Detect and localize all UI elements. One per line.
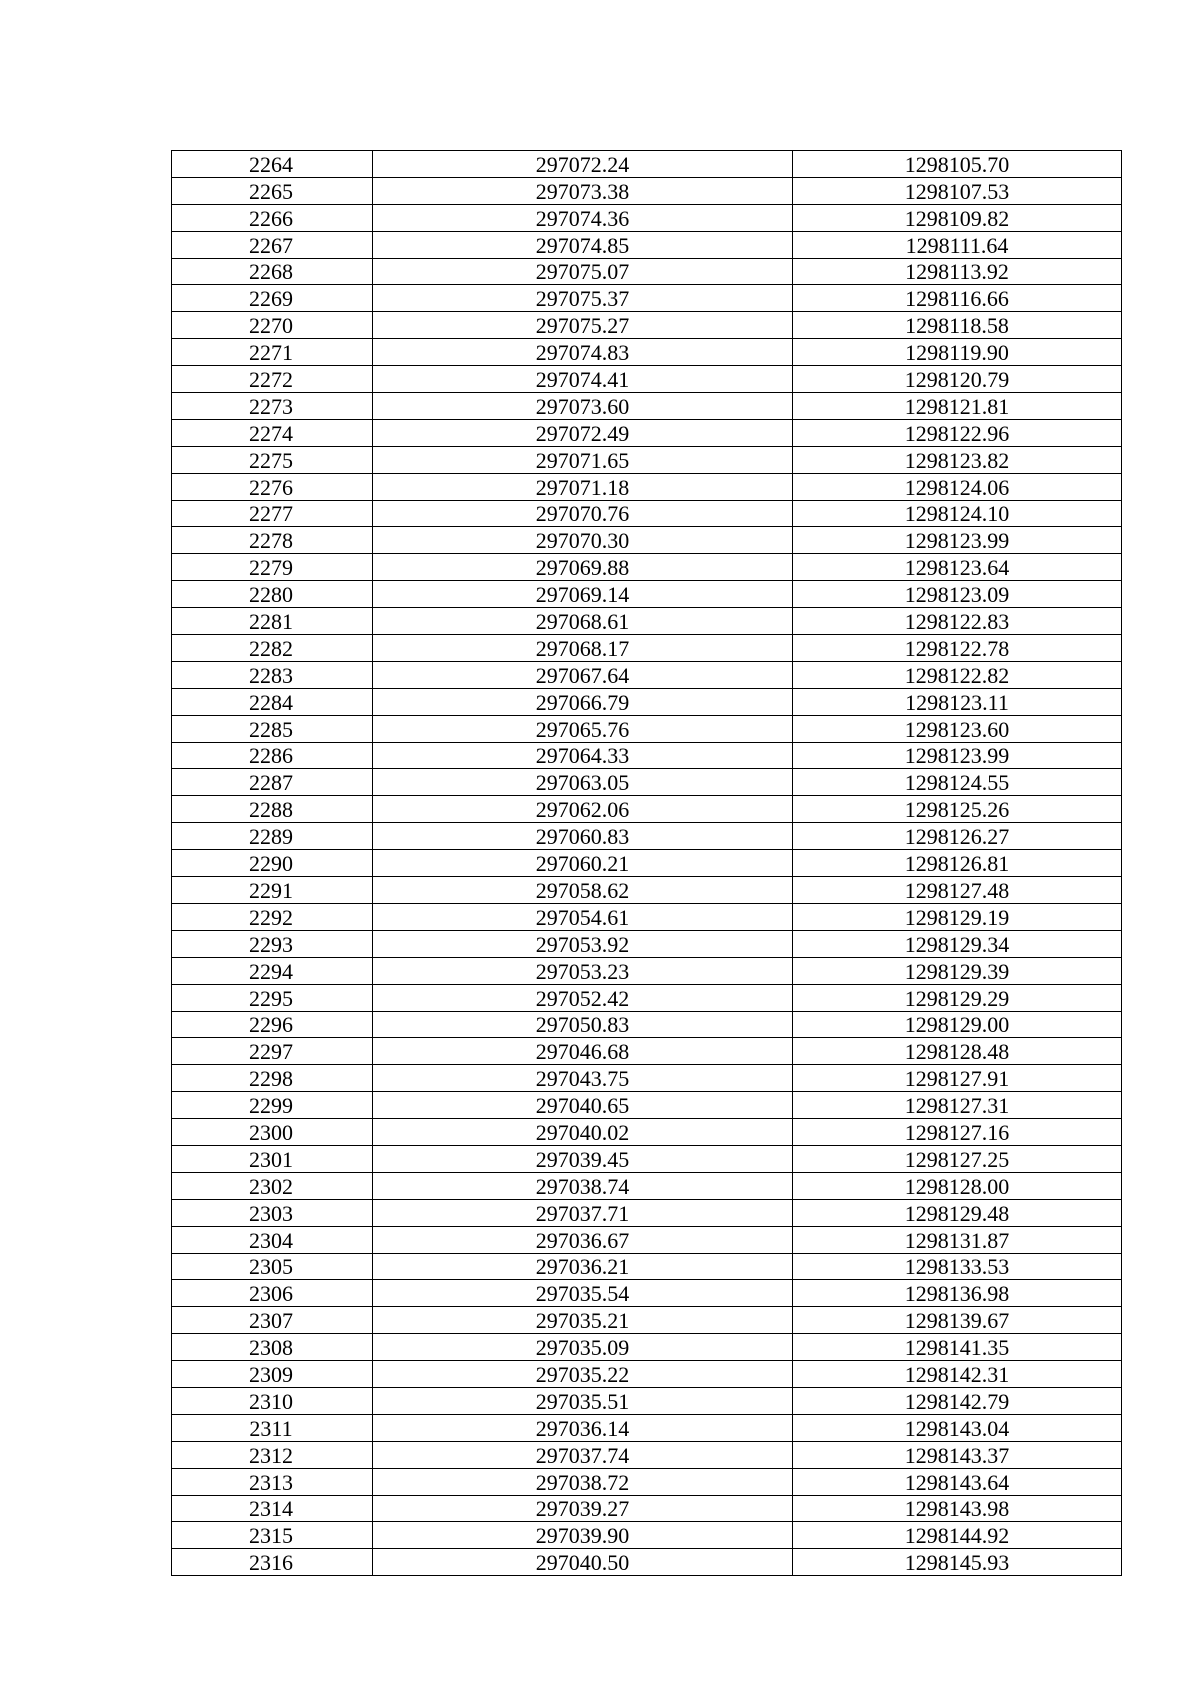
y-coordinate-cell: 1298126.27 — [793, 823, 1122, 850]
x-coordinate-cell: 297068.61 — [373, 608, 793, 635]
x-coordinate-cell: 297036.21 — [373, 1253, 793, 1280]
x-coordinate-cell: 297053.92 — [373, 930, 793, 957]
x-coordinate-cell: 297035.54 — [373, 1280, 793, 1307]
y-coordinate-cell: 1298122.83 — [793, 608, 1122, 635]
y-coordinate-cell: 1298129.34 — [793, 930, 1122, 957]
table-row — [172, 500, 1122, 527]
x-coordinate-cell: 297053.23 — [373, 957, 793, 984]
point-number-cell: 2280 — [172, 581, 373, 608]
x-coordinate-cell: 297050.83 — [373, 1011, 793, 1038]
y-coordinate-cell: 1298128.48 — [793, 1038, 1122, 1065]
table-row — [172, 850, 1122, 877]
table-row — [172, 608, 1122, 635]
table-row — [172, 1361, 1122, 1388]
y-coordinate-cell: 1298143.04 — [793, 1414, 1122, 1441]
table-row — [172, 1038, 1122, 1065]
y-coordinate-cell: 1298123.99 — [793, 742, 1122, 769]
point-number-cell: 2316 — [172, 1549, 373, 1576]
y-coordinate-cell: 1298123.82 — [793, 446, 1122, 473]
y-coordinate-cell: 1298143.37 — [793, 1441, 1122, 1468]
table-row — [172, 446, 1122, 473]
point-number-cell: 2270 — [172, 312, 373, 339]
x-coordinate-cell: 297074.36 — [373, 204, 793, 231]
y-coordinate-cell: 1298127.48 — [793, 877, 1122, 904]
coordinate-table-body — [172, 151, 1122, 1576]
x-coordinate-cell: 297035.22 — [373, 1361, 793, 1388]
x-coordinate-cell: 297068.17 — [373, 635, 793, 662]
table-row — [172, 635, 1122, 662]
x-coordinate-cell: 297069.14 — [373, 581, 793, 608]
x-coordinate-cell: 297067.64 — [373, 661, 793, 688]
y-coordinate-cell: 1298121.81 — [793, 393, 1122, 420]
y-coordinate-cell: 1298142.31 — [793, 1361, 1122, 1388]
table-row — [172, 715, 1122, 742]
x-coordinate-cell: 297035.21 — [373, 1307, 793, 1334]
y-coordinate-cell: 1298120.79 — [793, 366, 1122, 393]
point-number-cell: 2281 — [172, 608, 373, 635]
table-row — [172, 581, 1122, 608]
y-coordinate-cell: 1298129.19 — [793, 903, 1122, 930]
table-row — [172, 393, 1122, 420]
x-coordinate-cell: 297074.83 — [373, 339, 793, 366]
table-row — [172, 1280, 1122, 1307]
table-row — [172, 1253, 1122, 1280]
point-number-cell: 2309 — [172, 1361, 373, 1388]
y-coordinate-cell: 1298127.16 — [793, 1119, 1122, 1146]
table-row — [172, 688, 1122, 715]
x-coordinate-cell: 297040.50 — [373, 1549, 793, 1576]
point-number-cell: 2294 — [172, 957, 373, 984]
x-coordinate-cell: 297060.83 — [373, 823, 793, 850]
y-coordinate-cell: 1298127.31 — [793, 1092, 1122, 1119]
y-coordinate-cell: 1298129.29 — [793, 984, 1122, 1011]
table-row — [172, 742, 1122, 769]
point-number-cell: 2295 — [172, 984, 373, 1011]
table-row — [172, 1119, 1122, 1146]
table-row — [172, 1307, 1122, 1334]
y-coordinate-cell: 1298116.66 — [793, 285, 1122, 312]
y-coordinate-cell: 1298129.00 — [793, 1011, 1122, 1038]
table-row — [172, 177, 1122, 204]
point-number-cell: 2266 — [172, 204, 373, 231]
y-coordinate-cell: 1298123.11 — [793, 688, 1122, 715]
x-coordinate-cell: 297069.88 — [373, 554, 793, 581]
y-coordinate-cell: 1298125.26 — [793, 796, 1122, 823]
x-coordinate-cell: 297075.27 — [373, 312, 793, 339]
y-coordinate-cell: 1298127.25 — [793, 1145, 1122, 1172]
table-row — [172, 1145, 1122, 1172]
table-row — [172, 285, 1122, 312]
point-number-cell: 2293 — [172, 930, 373, 957]
table-row — [172, 473, 1122, 500]
point-number-cell: 2314 — [172, 1495, 373, 1522]
table-row — [172, 1172, 1122, 1199]
x-coordinate-cell: 297075.07 — [373, 258, 793, 285]
point-number-cell: 2282 — [172, 635, 373, 662]
y-coordinate-cell: 1298131.87 — [793, 1226, 1122, 1253]
point-number-cell: 2283 — [172, 661, 373, 688]
point-number-cell: 2307 — [172, 1307, 373, 1334]
table-row — [172, 1441, 1122, 1468]
point-number-cell: 2277 — [172, 500, 373, 527]
point-number-cell: 2276 — [172, 473, 373, 500]
table-row — [172, 258, 1122, 285]
table-row — [172, 1549, 1122, 1576]
y-coordinate-cell: 1298129.39 — [793, 957, 1122, 984]
y-coordinate-cell: 1298127.91 — [793, 1065, 1122, 1092]
table-row — [172, 419, 1122, 446]
point-number-cell: 2298 — [172, 1065, 373, 1092]
y-coordinate-cell: 1298139.67 — [793, 1307, 1122, 1334]
x-coordinate-cell: 297072.49 — [373, 419, 793, 446]
x-coordinate-cell: 297073.38 — [373, 177, 793, 204]
y-coordinate-cell: 1298118.58 — [793, 312, 1122, 339]
x-coordinate-cell: 297070.30 — [373, 527, 793, 554]
table-row — [172, 1199, 1122, 1226]
y-coordinate-cell: 1298124.10 — [793, 500, 1122, 527]
y-coordinate-cell: 1298142.79 — [793, 1387, 1122, 1414]
table-row — [172, 930, 1122, 957]
x-coordinate-cell: 297037.74 — [373, 1441, 793, 1468]
table-row — [172, 984, 1122, 1011]
point-number-cell: 2296 — [172, 1011, 373, 1038]
y-coordinate-cell: 1298123.60 — [793, 715, 1122, 742]
table-row — [172, 1065, 1122, 1092]
y-coordinate-cell: 1298133.53 — [793, 1253, 1122, 1280]
y-coordinate-cell: 1298122.82 — [793, 661, 1122, 688]
y-coordinate-cell: 1298111.64 — [793, 231, 1122, 258]
y-coordinate-cell: 1298143.64 — [793, 1468, 1122, 1495]
point-number-cell: 2305 — [172, 1253, 373, 1280]
x-coordinate-cell: 297071.65 — [373, 446, 793, 473]
table-row — [172, 1334, 1122, 1361]
point-number-cell: 2279 — [172, 554, 373, 581]
table-row — [172, 877, 1122, 904]
point-number-cell: 2288 — [172, 796, 373, 823]
y-coordinate-cell: 1298141.35 — [793, 1334, 1122, 1361]
point-number-cell: 2285 — [172, 715, 373, 742]
table-row — [172, 339, 1122, 366]
point-number-cell: 2310 — [172, 1387, 373, 1414]
point-number-cell: 2264 — [172, 151, 373, 178]
table-row — [172, 231, 1122, 258]
coordinate-table — [171, 150, 1122, 1576]
point-number-cell: 2313 — [172, 1468, 373, 1495]
x-coordinate-cell: 297075.37 — [373, 285, 793, 312]
x-coordinate-cell: 297074.41 — [373, 366, 793, 393]
x-coordinate-cell: 297063.05 — [373, 769, 793, 796]
point-number-cell: 2274 — [172, 419, 373, 446]
x-coordinate-cell: 297066.79 — [373, 688, 793, 715]
y-coordinate-cell: 1298107.53 — [793, 177, 1122, 204]
x-coordinate-cell: 297039.27 — [373, 1495, 793, 1522]
point-number-cell: 2289 — [172, 823, 373, 850]
table-row — [172, 366, 1122, 393]
y-coordinate-cell: 1298119.90 — [793, 339, 1122, 366]
table-row — [172, 1522, 1122, 1549]
point-number-cell: 2275 — [172, 446, 373, 473]
table-row — [172, 823, 1122, 850]
point-number-cell: 2308 — [172, 1334, 373, 1361]
point-number-cell: 2315 — [172, 1522, 373, 1549]
x-coordinate-cell: 297040.02 — [373, 1119, 793, 1146]
table-row — [172, 1495, 1122, 1522]
x-coordinate-cell: 297036.14 — [373, 1414, 793, 1441]
x-coordinate-cell: 297037.71 — [373, 1199, 793, 1226]
point-number-cell: 2312 — [172, 1441, 373, 1468]
table-row — [172, 204, 1122, 231]
y-coordinate-cell: 1298113.92 — [793, 258, 1122, 285]
y-coordinate-cell: 1298122.96 — [793, 419, 1122, 446]
table-row — [172, 1414, 1122, 1441]
x-coordinate-cell: 297035.51 — [373, 1387, 793, 1414]
point-number-cell: 2265 — [172, 177, 373, 204]
x-coordinate-cell: 297036.67 — [373, 1226, 793, 1253]
y-coordinate-cell: 1298124.06 — [793, 473, 1122, 500]
y-coordinate-cell: 1298144.92 — [793, 1522, 1122, 1549]
point-number-cell: 2303 — [172, 1199, 373, 1226]
table-row — [172, 1226, 1122, 1253]
table-row — [172, 661, 1122, 688]
point-number-cell: 2301 — [172, 1145, 373, 1172]
x-coordinate-cell: 297038.72 — [373, 1468, 793, 1495]
x-coordinate-cell: 297040.65 — [373, 1092, 793, 1119]
table-row — [172, 796, 1122, 823]
x-coordinate-cell: 297073.60 — [373, 393, 793, 420]
y-coordinate-cell: 1298128.00 — [793, 1172, 1122, 1199]
x-coordinate-cell: 297058.62 — [373, 877, 793, 904]
x-coordinate-cell: 297074.85 — [373, 231, 793, 258]
table-row — [172, 554, 1122, 581]
y-coordinate-cell: 1298122.78 — [793, 635, 1122, 662]
x-coordinate-cell: 297052.42 — [373, 984, 793, 1011]
point-number-cell: 2302 — [172, 1172, 373, 1199]
table-row — [172, 1092, 1122, 1119]
point-number-cell: 2290 — [172, 850, 373, 877]
y-coordinate-cell: 1298123.64 — [793, 554, 1122, 581]
y-coordinate-cell: 1298143.98 — [793, 1495, 1122, 1522]
point-number-cell: 2300 — [172, 1119, 373, 1146]
point-number-cell: 2306 — [172, 1280, 373, 1307]
point-number-cell: 2272 — [172, 366, 373, 393]
table-row — [172, 903, 1122, 930]
table-row — [172, 1011, 1122, 1038]
x-coordinate-cell: 297064.33 — [373, 742, 793, 769]
y-coordinate-cell: 1298126.81 — [793, 850, 1122, 877]
point-number-cell: 2286 — [172, 742, 373, 769]
y-coordinate-cell: 1298105.70 — [793, 151, 1122, 178]
point-number-cell: 2287 — [172, 769, 373, 796]
x-coordinate-cell: 297060.21 — [373, 850, 793, 877]
table-row — [172, 151, 1122, 178]
y-coordinate-cell: 1298129.48 — [793, 1199, 1122, 1226]
point-number-cell: 2267 — [172, 231, 373, 258]
x-coordinate-cell: 297046.68 — [373, 1038, 793, 1065]
y-coordinate-cell: 1298123.99 — [793, 527, 1122, 554]
y-coordinate-cell: 1298124.55 — [793, 769, 1122, 796]
point-number-cell: 2269 — [172, 285, 373, 312]
x-coordinate-cell: 297072.24 — [373, 151, 793, 178]
x-coordinate-cell: 297054.61 — [373, 903, 793, 930]
x-coordinate-cell: 297062.06 — [373, 796, 793, 823]
table-row — [172, 1387, 1122, 1414]
table-row — [172, 312, 1122, 339]
point-number-cell: 2299 — [172, 1092, 373, 1119]
point-number-cell: 2278 — [172, 527, 373, 554]
x-coordinate-cell: 297035.09 — [373, 1334, 793, 1361]
y-coordinate-cell: 1298145.93 — [793, 1549, 1122, 1576]
y-coordinate-cell: 1298136.98 — [793, 1280, 1122, 1307]
x-coordinate-cell: 297071.18 — [373, 473, 793, 500]
point-number-cell: 2271 — [172, 339, 373, 366]
point-number-cell: 2297 — [172, 1038, 373, 1065]
x-coordinate-cell: 297043.75 — [373, 1065, 793, 1092]
y-coordinate-cell: 1298123.09 — [793, 581, 1122, 608]
point-number-cell: 2292 — [172, 903, 373, 930]
x-coordinate-cell: 297070.76 — [373, 500, 793, 527]
x-coordinate-cell: 297039.90 — [373, 1522, 793, 1549]
y-coordinate-cell: 1298109.82 — [793, 204, 1122, 231]
point-number-cell: 2304 — [172, 1226, 373, 1253]
x-coordinate-cell: 297065.76 — [373, 715, 793, 742]
point-number-cell: 2268 — [172, 258, 373, 285]
point-number-cell: 2311 — [172, 1414, 373, 1441]
table-row — [172, 957, 1122, 984]
table-row — [172, 769, 1122, 796]
table-row — [172, 1468, 1122, 1495]
point-number-cell: 2291 — [172, 877, 373, 904]
point-number-cell: 2273 — [172, 393, 373, 420]
table-row — [172, 527, 1122, 554]
point-number-cell: 2284 — [172, 688, 373, 715]
x-coordinate-cell: 297039.45 — [373, 1145, 793, 1172]
x-coordinate-cell: 297038.74 — [373, 1172, 793, 1199]
